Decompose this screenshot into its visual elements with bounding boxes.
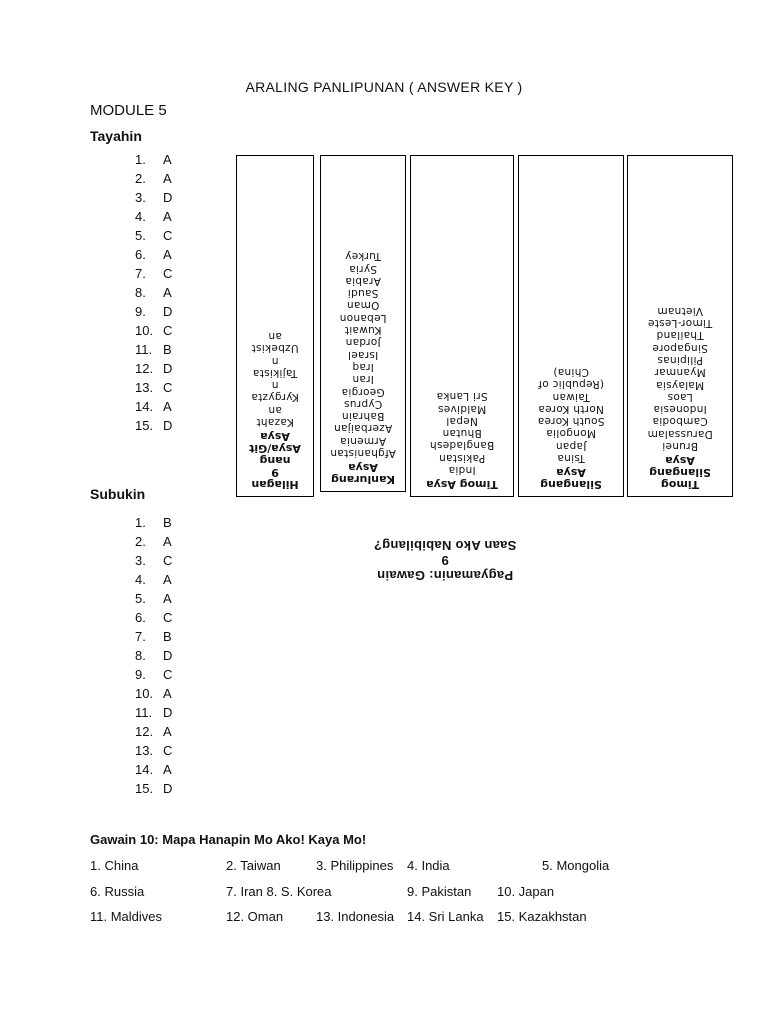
region-countries: Tsina Japan Mongolia South Korea North Korea Taiwan (Republic of China) <box>537 365 605 464</box>
subukin-answer-list <box>135 513 172 798</box>
region-box-timog-silangang <box>627 155 733 497</box>
gawain10-answer: 13. Indonesia <box>316 909 395 924</box>
region-heading: Timog Silangang Asya <box>649 454 711 491</box>
answer-item: 12. A <box>135 724 172 739</box>
region-countries: India Pakistan Bangladesh Bhutan Nepal Maldives Sri Lanka <box>429 390 495 476</box>
gawain10-answer: 11. Maldives <box>90 909 163 924</box>
region-box-kanluran <box>320 155 406 492</box>
answer-item: 7. C <box>135 266 173 281</box>
answer-item: 14. A <box>135 399 172 414</box>
module-label: MODULE 5 <box>90 102 167 119</box>
region-heading: Hilagan 9 nang Asya/Git Asya <box>249 430 301 491</box>
answer-item: 5. A <box>135 591 172 606</box>
answer-item: 3. D <box>135 190 173 205</box>
gawain10-answer: 12. Oman <box>226 909 284 924</box>
gawain10-title: Gawain 10: Mapa Hanapin Mo Ako! Kaya Mo! <box>90 832 367 847</box>
answer-item: 10. C <box>135 323 173 338</box>
region-heading: Timog Asya <box>426 478 498 491</box>
region-heading: Silangang Asya <box>540 466 602 491</box>
gawain10-row <box>90 909 730 929</box>
region-countries: Brunei Darussalam Cambodia Indonesia Laos Malaysia Myanmar Pilipinas Singapore Thailand Timor-Leste Vietnam <box>647 304 713 452</box>
tayahin-answer-list <box>135 150 172 435</box>
gawain10-answer: 3. Philippines <box>316 858 394 873</box>
region-heading: Kanlurang Asya <box>331 461 395 486</box>
answer-item: 1. A <box>135 152 172 167</box>
tayahin-heading: Tayahin <box>90 128 142 144</box>
answer-item: 1. B <box>135 515 172 530</box>
page-title: ARALING PANLIPUNAN ( ANSWER KEY ) <box>245 79 523 95</box>
answer-item: 3. C <box>135 553 173 568</box>
gawain10-answer: 15. Kazakhstan <box>497 909 587 924</box>
answer-item: 2. A <box>135 171 172 186</box>
gawain10-row <box>90 884 730 904</box>
gawain10-answer: 1. China <box>90 858 139 873</box>
answer-item: 11. B <box>135 342 172 357</box>
gawain10-answer: 10. Japan <box>497 884 555 899</box>
region-box-hilagan <box>236 155 314 497</box>
gawain10-answer: 9. Pakistan <box>407 884 472 899</box>
region-countries: Afghanistan Armenia Azerbaijan Bahrain Cyprus Georgia Iran Iraq Israel Jordan Kuwait Lebanon Oman Saudi Arabia Syria Turkey <box>330 250 396 459</box>
gawain10-answer: 7. Iran 8. S. Korea <box>226 884 332 899</box>
gawain10-answer: 5. Mongolia <box>542 858 610 873</box>
answer-item: 8. A <box>135 285 172 300</box>
answer-item: 4. A <box>135 209 172 224</box>
answer-item: 6. A <box>135 247 172 262</box>
gawain10-answer: 2. Taiwan <box>226 858 281 873</box>
answer-item: 9. D <box>135 304 173 319</box>
answer-item: 12. D <box>135 361 173 376</box>
region-box-timog <box>410 155 514 497</box>
answer-item: 10. A <box>135 686 172 701</box>
gawain10-answer: 6. Russia <box>90 884 145 899</box>
gawain10-answer: 4. India <box>407 858 450 873</box>
answer-item: 13. C <box>135 743 173 758</box>
answer-item: 15. D <box>135 781 173 796</box>
region-countries: Kazaht an Kyrgyzta n Tajikista n Uzbekist an <box>251 329 299 428</box>
answer-item: 7. B <box>135 629 172 644</box>
answer-item: 8. D <box>135 648 173 663</box>
answer-item: 5. C <box>135 228 173 243</box>
answer-item: 13. C <box>135 380 173 395</box>
gawain10-row <box>90 858 730 878</box>
gawain10-answer: 14. Sri Lanka <box>407 909 484 924</box>
subukin-heading: Subukin <box>90 486 146 502</box>
answer-item: 11. D <box>135 705 173 720</box>
answer-item: 2. A <box>135 534 172 549</box>
answer-item: 4. A <box>135 572 172 587</box>
region-box-silangang <box>518 155 624 497</box>
answer-item: 15. D <box>135 418 173 433</box>
pagyamanin-title: Pagyamanin: Gawain 9 Saan Ako Nabibilang? <box>373 538 517 583</box>
answer-item: 9. C <box>135 667 173 682</box>
answer-item: 14. A <box>135 762 172 777</box>
answer-item: 6. C <box>135 610 173 625</box>
